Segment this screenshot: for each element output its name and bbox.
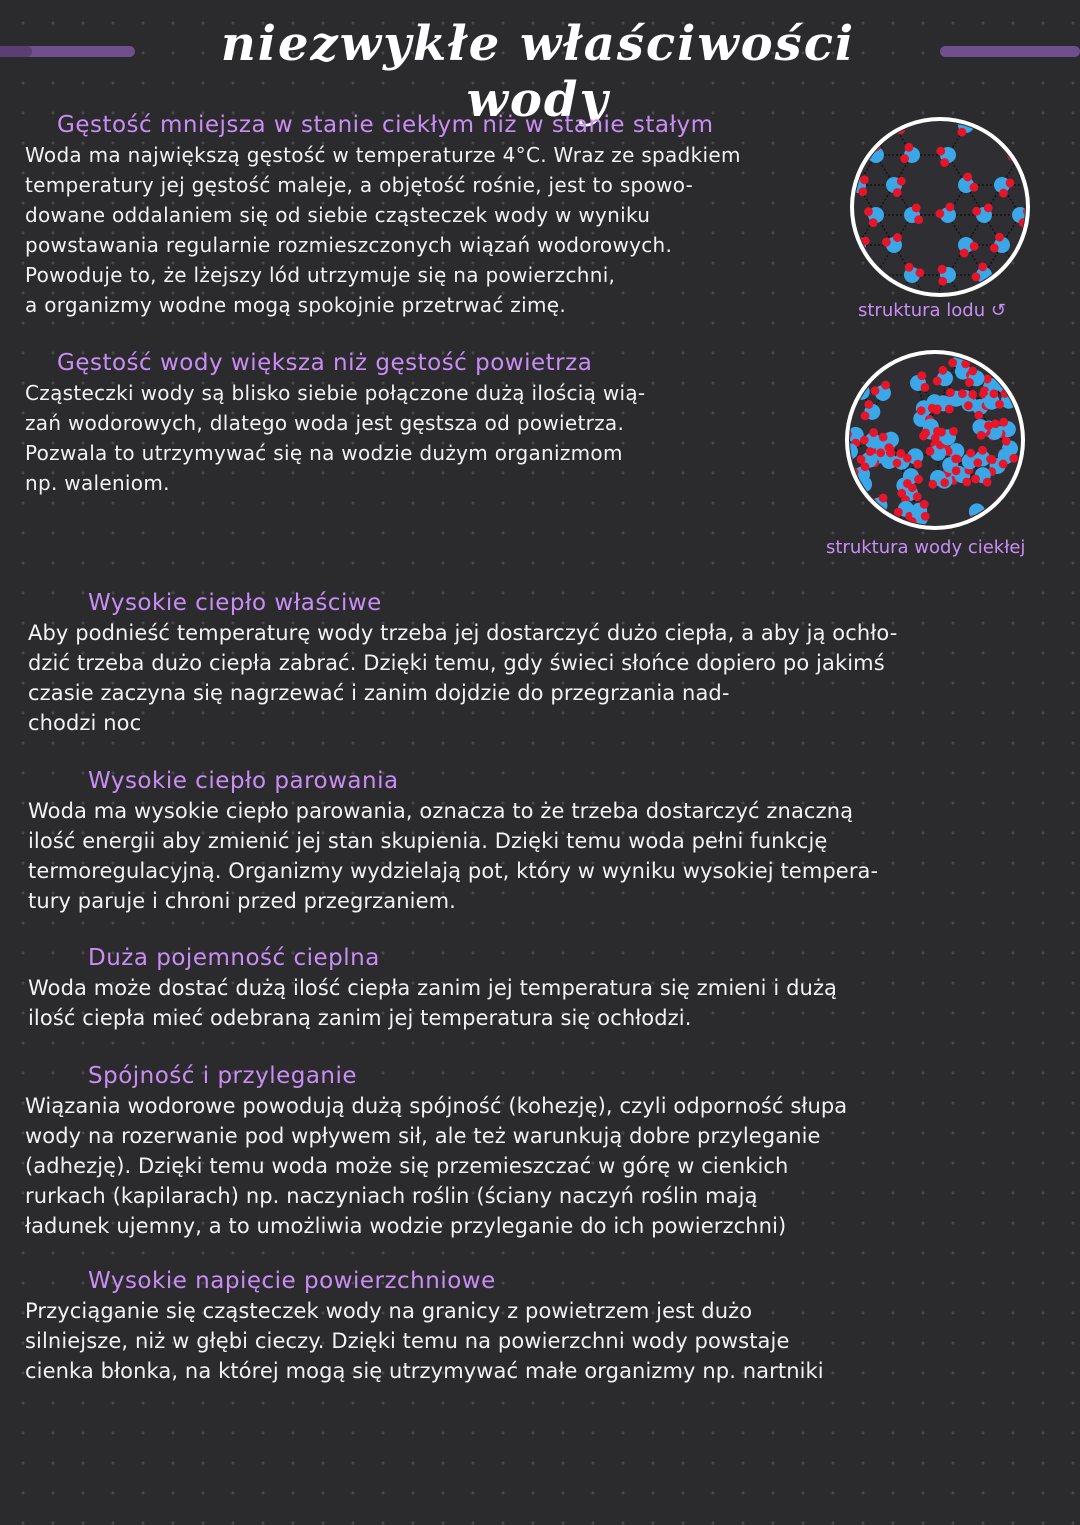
- page-title: niezwykłe właściwości wody: [220, 16, 856, 128]
- section-heat-capacity: [28, 945, 837, 1033]
- ice-structure-diagram: [848, 115, 1032, 299]
- hydrogen-atom: [989, 123, 1000, 134]
- water-molecule: [848, 115, 872, 137]
- oxygen-atom: [883, 294, 905, 299]
- liquid-water-structure-caption: struktura wody ciekłej: [826, 537, 1026, 558]
- section-text-line: tury paruje i chroni przed przegrzaniem.: [28, 889, 456, 913]
- water-molecule: [990, 291, 1015, 299]
- section-heading: Wysokie ciepło właściwe: [88, 590, 382, 616]
- section-text-line: ilość ciepła mieć odebraną zanim jej temperatura się ochłodzi.: [28, 1006, 692, 1030]
- section-heading: Duża pojemność cieplna: [88, 945, 380, 971]
- oxygen-atom: [848, 115, 869, 136]
- hydrogen-atom: [842, 489, 851, 498]
- section-text-line: dzić trzeba dużo ciepła zabrać. Dzięki temu, gdy świeci słońce dopiero po jakimś: [28, 651, 885, 675]
- hydrogen-bond: [1002, 275, 1020, 299]
- section-heading: Gęstość mniejsza w stanie ciekłym niż w stanie stałym: [57, 112, 714, 138]
- hydrogen-atom: [1018, 478, 1030, 490]
- oxygen-atom: [991, 294, 1012, 299]
- hydrogen-atom: [880, 297, 892, 299]
- hydrogen-atom: [979, 519, 990, 530]
- hydrogen-atom: [1019, 263, 1030, 274]
- hydrogen-atom: [893, 115, 903, 123]
- hydrogen-atom: [1028, 293, 1032, 299]
- section-text-line: powstawania regularnie rozmieszczonych wiązań wodorowych.: [25, 233, 673, 257]
- hydrogen-atom: [1022, 274, 1032, 285]
- hydrogen-atom: [860, 117, 872, 129]
- water-molecule: [1026, 293, 1032, 299]
- section-text-line: temperatury jej gęstość maleje, a objętość rośnie, jest to spowo-: [25, 173, 694, 197]
- section-text-line: a organizmy wodne mogą spokojnie przetrwać zimę.: [25, 293, 566, 317]
- section-heading: Gęstość wody większa niż gęstość powietrza: [57, 350, 593, 376]
- hydrogen-bond: [1020, 275, 1032, 299]
- hydrogen-atom: [849, 115, 861, 123]
- section-density-water-air: [25, 350, 645, 498]
- oxygen-atom: [1010, 265, 1029, 284]
- water-molecule: [989, 520, 1008, 532]
- hydrogen-atom: [990, 516, 1001, 527]
- section-text-line: wody na rozerwanie pod wpływem sił, ale też warunkują dobre przyleganie: [25, 1124, 821, 1148]
- section-text-line: Woda może dostać dużą ilość ciepła zanim jej temperatura się zmieni i dużą: [28, 976, 838, 1000]
- hydrogen-atom: [968, 523, 978, 532]
- section-text-line: zań wodorowych, dlatego woda jest gęstsza od powietrza.: [25, 411, 625, 435]
- section-text-line: termoregulacyjną. Organizmy wydzielają pot, który w wyniku wysokiej tempera-: [28, 859, 879, 883]
- hydrogen-atom: [993, 115, 1004, 123]
- section-text-line: Wiązania wodorowe powodują dużą spójność (kohezję), czyli odporność słupa: [25, 1094, 848, 1118]
- water-molecule: [848, 292, 870, 299]
- section-heat-of-vaporization: [28, 768, 878, 916]
- section-text-line: Pozwala to utrzymywać się na wodzie dużym organizmom: [25, 441, 623, 465]
- section-text-line: Aby podnieść temperaturę wody trzeba jej dostarczyć dużo ciepła, a aby ją ochło-: [28, 621, 898, 645]
- arrow-icon: ↺: [990, 300, 1006, 321]
- liquid-water-structure-diagram: [840, 348, 1030, 532]
- liquid-water-structure-image: [840, 348, 1030, 532]
- hydrogen-atom: [1028, 471, 1030, 483]
- section-text-line: (adhezję). Dzięki temu woda może się przemieszczać w górę w cienkich: [25, 1154, 789, 1178]
- section-text-line: chodzi noc: [28, 711, 142, 735]
- section-text-line: np. waleniom.: [25, 471, 170, 495]
- hydrogen-atom: [989, 520, 998, 529]
- title-decoration-right: [940, 46, 1080, 57]
- section-text-line: dowane oddalaniem się od siebie cząsteczek wody w wyniku: [25, 203, 651, 227]
- section-specific-heat: [28, 590, 897, 738]
- section-heading: Wysokie ciepło parowania: [88, 768, 399, 794]
- section-text-line: Woda ma wysokie ciepło parowania, oznacza to że trzeba dostarczyć znaczną: [28, 799, 854, 823]
- section-text-line: cienka błonka, na której mogą się utrzymywać małe organizmy np. nartniki: [25, 1359, 824, 1383]
- hydrogen-atom: [868, 277, 880, 289]
- hydrogen-bond: [858, 275, 876, 299]
- section-surface-tension: [25, 1268, 824, 1386]
- water-molecule: [880, 292, 907, 299]
- oxygen-atom: [991, 523, 1008, 532]
- section-text-line: ilość energii aby zmienić jej stan skupienia. Dzięki temu woda pełni funkcję: [28, 829, 828, 853]
- ice-caption-text: struktura lodu: [858, 300, 986, 321]
- hydrogen-atom: [999, 291, 1011, 299]
- water-molecule: [1010, 263, 1032, 287]
- title-decoration-left: [0, 46, 135, 57]
- section-density-solid-liquid: [25, 112, 741, 320]
- section-text-line: silniejsze, niż w głębi cieczy. Dzięki temu na powierzchni wody powstaje: [25, 1329, 790, 1353]
- ice-structure-caption: [858, 300, 1006, 321]
- section-text-line: rurkach (kapilarach) np. naczyniach roślin (ściany naczyń roślin mają: [25, 1184, 758, 1208]
- hydrogen-atom: [848, 297, 856, 299]
- section-text-line: ładunek ujemny, a to umożliwia wodzie przyleganie do ich powierzchni): [25, 1214, 787, 1238]
- oxygen-atom: [992, 115, 1013, 135]
- section-text-line: Przyciąganie się cząsteczek wody na granicy z powietrzem jest dużo: [25, 1299, 753, 1323]
- hydrogen-bond: [989, 518, 999, 531]
- ice-structure-image: [848, 115, 1032, 299]
- section-text-line: Powoduje to, że lżejszy lód utrzymuje się na powierzchni,: [25, 263, 616, 287]
- section-text-line: czasie zaczyna się nagrzewać i zanim dojdzie do przegrzania nad-: [28, 681, 730, 705]
- section-heading: Spójność i przyleganie: [88, 1063, 358, 1089]
- oxygen-atom: [1029, 296, 1032, 299]
- section-text-line: Woda ma największą gęstość w temperaturze 4°C. Wraz ze spadkiem: [25, 143, 741, 167]
- hydrogen-atom: [1004, 500, 1016, 512]
- section-heading: Wysokie napięcie powierzchniowe: [88, 1268, 496, 1294]
- section-cohesion-adhesion: [25, 1063, 847, 1241]
- section-text-line: Cząsteczki wody są blisko siebie połączone dużą ilością wią-: [25, 381, 646, 405]
- oxygen-atom: [848, 294, 869, 299]
